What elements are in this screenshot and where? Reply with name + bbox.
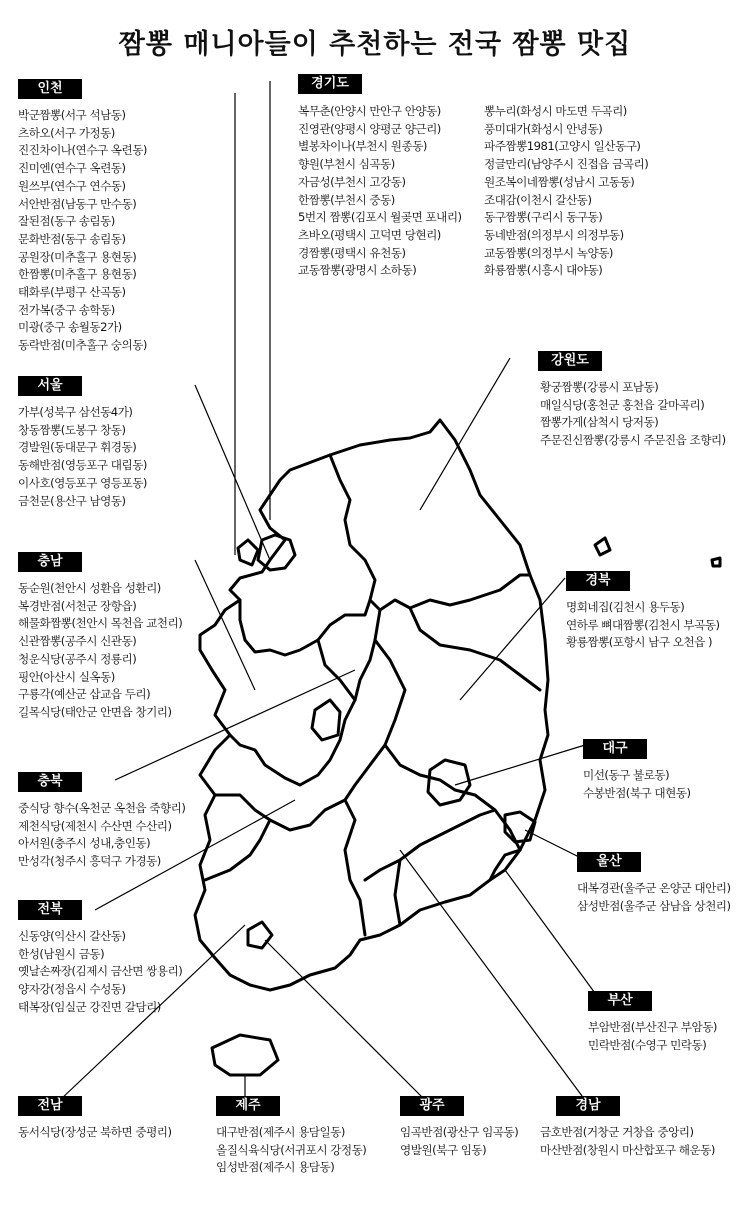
shop-item: 해물화짬뽕(천안시 목천읍 교천리) (18, 616, 183, 631)
shop-item: 향원(부천시 심곡동) (298, 157, 395, 172)
region-label: 제주 (216, 1096, 280, 1116)
region-label: 대구 (583, 739, 647, 759)
shop-item: 한성(남원시 금동) (18, 946, 105, 961)
shop-item: 대구반점(제주시 용담일동) (216, 1125, 345, 1139)
shop-item: 금천문(용산구 남영동) (18, 493, 126, 508)
shop-item: 전가복(중구 송학동) (18, 302, 115, 317)
shop-item: 동서식당(장성군 북하면 중평리) (18, 1125, 172, 1139)
shop-item: 동네반점(의정부시 의정부동) (484, 227, 624, 242)
region-gangwon (538, 349, 726, 450)
region-label: 광주 (400, 1096, 464, 1116)
shop-item: 핑안(아산시 실옥동) (18, 669, 115, 684)
shop-item: 문화반점(동구 송림동) (18, 231, 126, 246)
shop-list (540, 379, 726, 450)
shop-item: 중식당 향수(옥천군 옥천읍 죽향리) (18, 801, 186, 815)
shop-item: 교동짬뽕(의정부시 녹양동) (484, 245, 613, 260)
shop-item: 진미엔(연수구 옥련동) (18, 161, 126, 176)
shop-item: 명회네집(김천시 용두동) (566, 600, 685, 614)
shop-list (540, 1124, 715, 1159)
region-chungbuk (18, 770, 185, 871)
shop-item: 임성반점(제주시 용담동) (216, 1160, 335, 1175)
region-label: 전북 (18, 900, 82, 920)
region-gyeongbuk (566, 569, 720, 652)
region-gwangju (400, 1094, 518, 1159)
shop-list (18, 107, 147, 355)
shop-item: 길목식당(태안군 안면읍 창기리) (18, 704, 172, 719)
shop-item: 황룡짬뽕(포항시 남구 오천읍 ) (566, 635, 712, 650)
shop-list (400, 1124, 518, 1159)
shop-item: 복경반점(서천군 장항읍) (18, 598, 137, 613)
shop-item: 자금성(부천시 고강동) (298, 174, 406, 189)
shop-list (18, 928, 182, 1017)
shop-list (566, 599, 720, 652)
shop-item: 태화루(부평구 산곡동) (18, 285, 126, 300)
region-label: 강원도 (538, 351, 602, 371)
shop-item: 화룡짬뽕(시흥시 대야동) (484, 263, 603, 278)
shop-item: 제천식당(제천시 수산면 수산리) (18, 818, 172, 833)
region-jeju (216, 1094, 366, 1177)
jeju-island (212, 1035, 278, 1075)
shop-item: 짬뽕가게(삼척시 당저동) (540, 415, 659, 430)
shop-item: 매일식당(홍천군 홍천읍 갈마곡리) (540, 397, 705, 412)
ulleungdo (595, 538, 610, 555)
shop-item: 원조복이네짬뽕(성남시 고동동) (484, 174, 635, 189)
shop-item: 동락반점(미추홀구 숭의동) (18, 338, 147, 353)
region-label: 경기도 (298, 74, 362, 94)
shop-item: 신동양(익산시 갈산동) (18, 929, 126, 943)
region-chungnam (18, 550, 182, 722)
shop-item: 옛날손짜장(김제시 금산면 쌍용리) (18, 964, 183, 979)
shop-list (216, 1124, 366, 1177)
shop-item: 가부(성북구 삼선동4가) (18, 405, 133, 419)
shop-item: 진진차이나(연수구 옥련동) (18, 143, 147, 158)
shop-item: 츠하오(서구 가정동) (18, 125, 115, 140)
shop-item: 삼성반점(울주군 삼남읍 상천리) (577, 898, 731, 913)
shop-item: 마산반점(창원시 마산합포구 해운동) (540, 1142, 715, 1157)
shop-item: 복무춘(안양시 만안구 안양동) (298, 104, 441, 118)
region-daegu (583, 737, 691, 802)
shop-item: 교동짬뽕(광명시 소하동) (298, 263, 417, 278)
shop-item: 청운식당(공주시 정룡리) (18, 651, 137, 666)
shop-item: 영발원(북구 임동) (400, 1142, 487, 1157)
shop-item: 경발원(동대문구 휘경동) (18, 440, 137, 455)
shop-item: 신관짬뽕(공주시 신관동) (18, 634, 137, 649)
shop-item: 창동짬뽕(도봉구 창동) (18, 422, 126, 437)
shop-item: 만성각(청주시 흥덕구 가경동) (18, 854, 161, 869)
shop-item: 올질식육식당(서귀포시 강정동) (216, 1142, 367, 1157)
daejeon-boundary (312, 700, 340, 740)
shop-item: 풍미대가(화성시 안녕동) (484, 121, 603, 136)
shop-item: 동구짬뽕(구리시 동구동) (484, 210, 603, 225)
region-ulsan (577, 850, 731, 915)
shop-item: 별봉차이나(부천시 원종동) (298, 139, 427, 154)
shop-item: 미광(중구 송월동2가) (18, 320, 122, 335)
shop-item: 서안반점(남동구 만수동) (18, 196, 137, 211)
region-label: 인천 (18, 79, 82, 99)
shop-item: 동순원(천안시 성환읍 성환리) (18, 581, 161, 595)
shop-list (588, 1019, 717, 1054)
shop-item: 임곡반점(광산구 임곡동) (400, 1125, 519, 1139)
shop-item: 구룡각(예산군 삽교읍 두리) (18, 687, 151, 702)
shop-list (577, 880, 731, 915)
shop-item: 경짬뽕(평택시 유천동) (298, 245, 406, 260)
boundary-lines (330, 455, 530, 610)
shop-item: 정글만리(남양주시 진접읍 금곡리) (484, 157, 649, 172)
shop-item: 박군짬뽕(서구 석남동) (18, 108, 126, 122)
region-label: 충북 (18, 772, 82, 792)
region-label: 경남 (556, 1096, 620, 1116)
incheon-boundary (238, 540, 258, 565)
shop-item: 조대감(이천시 갈산동) (484, 192, 592, 207)
page-title: 짬뽕 매니아들이 추천하는 전국 짬뽕 맛집 (118, 29, 632, 60)
shop-item: 파주짬뽕1981(고양시 일산동구) (484, 139, 641, 154)
shop-item: 황궁짬뽕(강릉시 포남동) (540, 380, 659, 394)
shop-list (18, 1124, 172, 1142)
region-gyeonggi (298, 72, 362, 94)
region-label: 전남 (18, 1096, 82, 1116)
region-label: 경북 (566, 571, 630, 591)
shop-list (18, 404, 147, 510)
shop-item: 대복경관(울주군 온양군 대안리) (577, 881, 731, 895)
shop-list (583, 767, 691, 802)
shop-item: 잘된점(동구 송림동) (18, 214, 115, 229)
shop-list (298, 103, 462, 280)
region-jeonnam (18, 1094, 172, 1142)
shop-list (18, 800, 185, 871)
shop-item: 한짬뽕(부천시 중동) (298, 192, 395, 207)
shop-item: 아서원(충주시 성내,충인동) (18, 836, 151, 851)
shop-item: 연하루 뼈대짬뽕(김천시 부곡동) (566, 617, 720, 632)
shop-item: 뽕누리(화성시 마도면 두곡리) (484, 104, 627, 118)
shop-item: 동해반점(영등포구 대림동) (18, 458, 147, 473)
shop-item: 태복장(임실군 강진면 갈담리) (18, 999, 161, 1014)
shop-item: 부암반점(부산진구 부암동) (588, 1020, 717, 1034)
shop-item: 진영관(양평시 양평군 양근리) (298, 121, 441, 136)
shop-item: 5번지 짬뽕(김포시 월곶면 포내리) (298, 210, 462, 225)
shop-item: 공원장(미추홀구 용현동) (18, 249, 137, 264)
shop-item: 금호반점(거창군 거창읍 중앙리) (540, 1125, 694, 1139)
region-incheon (18, 77, 147, 355)
region-label: 부산 (588, 991, 652, 1011)
region-label: 울산 (577, 852, 641, 872)
shop-item: 수봉반점(북구 대현동) (583, 785, 691, 800)
shop-list (484, 103, 648, 280)
region-gyeongnam (540, 1094, 715, 1159)
region-jeonbuk (18, 898, 182, 1017)
shop-item: 한짬뽕(미추홀구 용현동) (18, 267, 137, 282)
shop-item: 미선(동구 불로동) (583, 768, 670, 782)
shop-item: 민락반점(수영구 민락동) (588, 1037, 707, 1052)
region-seoul (18, 374, 147, 510)
shop-item: 양자강(정읍시 수성동) (18, 982, 126, 997)
mainland-outline (195, 420, 548, 990)
dokdo (712, 558, 720, 566)
shop-item: 주문진신짬뽕(강릉시 주문진읍 조향리) (540, 433, 726, 448)
shop-item: 원쓰부(연수구 연수동) (18, 178, 126, 193)
shop-item: 이사호(영등포구 영등포동) (18, 475, 147, 490)
shop-list (18, 580, 182, 722)
region-busan (588, 989, 717, 1054)
region-label: 충남 (18, 552, 82, 572)
region-label: 서울 (18, 376, 82, 396)
shop-item: 츠바오(평택시 고덕면 당현리) (298, 227, 441, 242)
